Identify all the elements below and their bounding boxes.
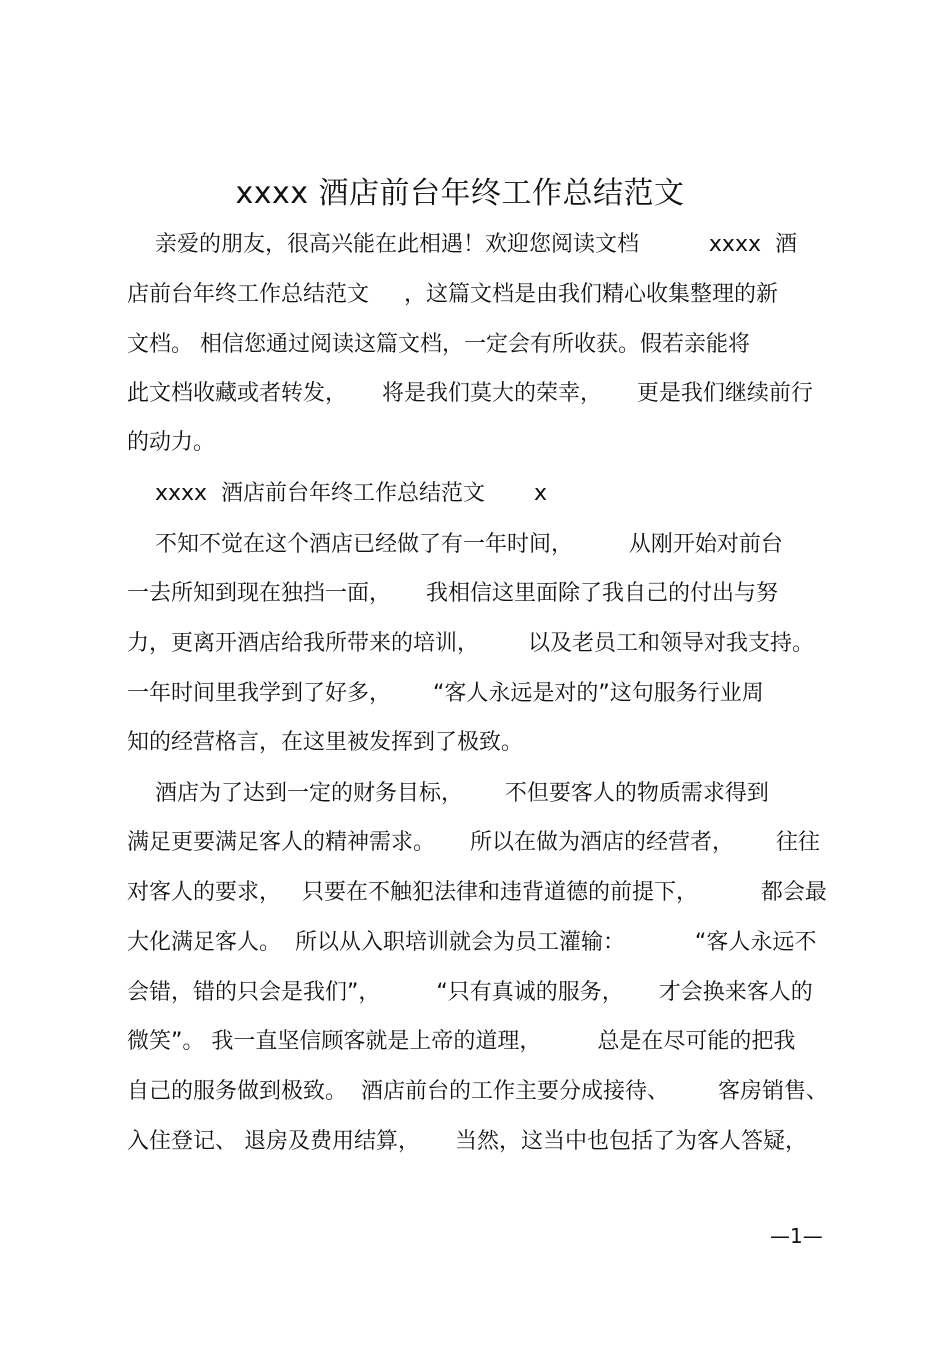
- body-line: 酒店为了达到一定的财务目标， 不但要客人的物质需求得到: [127, 781, 769, 806]
- body-line: 一去所知到现在独挡一面， 我相信这里面除了我自己的付出与努: [127, 581, 778, 606]
- section-heading-line: xxxx 酒店前台年终工作总结范文 x: [127, 481, 548, 506]
- body-line: 亲爱的朋友，很高兴能在此相遇！欢迎您阅读文档 xxxx 酒: [127, 232, 797, 257]
- body-line: 微笑”。 我一直坚信顾客就是上帝的道理， 总是在尽可能的把我: [127, 1029, 796, 1054]
- body-line: 自己的服务做到极致。 酒店前台的工作主要分成接待、 客房销售、: [127, 1079, 828, 1104]
- body-line: 入住登记、 退房及费用结算， 当然，这当中也包括了为客人答疑，: [127, 1129, 807, 1154]
- body-line: 大化满足客人。 所以从入职培训就会为员工灌输： “客人永远不: [127, 930, 817, 955]
- body-line: 对客人的要求， 只要在不触犯法律和违背道德的前提下， 都会最: [127, 880, 827, 905]
- body-line: 不知不觉在这个酒店已经做了有一年时间， 从刚开始对前台: [127, 532, 783, 557]
- body-line: 一年时间里我学到了好多， “客人永远是对的”这句服务行业周: [127, 681, 764, 706]
- body-line: 满足更要满足客人的精神需求。 所以在做为酒店的经营者， 往往: [127, 830, 820, 855]
- body-line: 会错，错的只会是我们”， “只有真诚的服务， 才会换来客人的: [127, 980, 813, 1005]
- page-number: —1—: [770, 1224, 823, 1248]
- body-line: 此文档收藏或者转发， 将是我们莫大的荣幸， 更是我们继续前行: [127, 381, 813, 406]
- body-line: 力，更离开酒店给我所带来的培训， 以及老员工和领导对我支持。: [127, 631, 814, 656]
- body-line: 的动力。: [127, 430, 216, 455]
- body-line: 文档。 相信您通过阅读这篇文档，一定会有所收获。假若亲能将: [127, 332, 750, 357]
- body-line: 店前台年终工作总结范文 ，这篇文档是由我们精心收集整理的新: [127, 282, 778, 307]
- body-line: 知的经营格言，在这里被发挥到了极致。: [127, 730, 524, 755]
- document-title: xxxx 酒店前台年终工作总结范文: [235, 176, 685, 211]
